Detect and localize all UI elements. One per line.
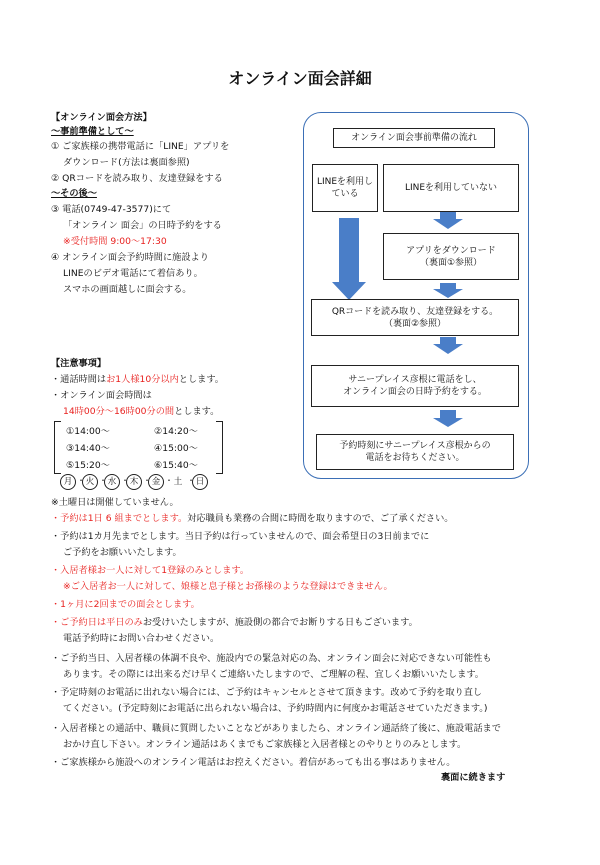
- note-monthly-limit: ・1ヶ月に2回までの面会とします。: [51, 599, 200, 610]
- step3-line2: 「オンライン 面会」の日時予約をする: [63, 220, 222, 231]
- step4-line2: LINEのビデオ電話にて着信あり。: [63, 268, 203, 279]
- flow-download: アプリをダウンロード （裏面①参照）: [383, 233, 519, 280]
- flow-qr: QRコードを読み取り、友達登録をする。 （裏面②参照）: [311, 299, 519, 336]
- weekday-row: 月 ・ 火 ・ 水 ・ 木 ・ 金 ・ 土 ・ 日: [60, 474, 208, 490]
- slots-bracket-left: [54, 421, 61, 474]
- flow-wait: 予約時刻にサニープレイス彦根からの 電話をお待ちください。: [316, 434, 514, 470]
- after-heading: ～その後～: [51, 188, 97, 199]
- slots-bracket-right: [216, 421, 223, 474]
- note-one-registration: ・入居者様お一人に対して1登録のみとします。: [51, 565, 250, 576]
- note-month-ahead: ・予約は1カ月先までとします。当日予約は行っていませんので、面会希望日の3日前までに: [51, 531, 430, 542]
- note-no-incoming: ・ご家族様から施設へのオンライン電話はお控えください。着信があっても出る事はありません。: [51, 757, 456, 768]
- day-fri: 金: [148, 474, 164, 490]
- flow-no-line: LINEを利用していない: [383, 164, 519, 212]
- note-questions-2: おかけ直し下さい。オンライン通話はあくまでもご家族様と入居者様とのやりとりのみとします。: [63, 739, 467, 750]
- note-weekdays-only-2: 電話予約時にお問い合わせください。: [63, 633, 220, 644]
- prep-heading: ～事前準備として～: [51, 126, 134, 137]
- page-title: オンライン面会詳細: [228, 69, 372, 88]
- note-missed-call: ・予定時刻のお電話に出れない場合には、ご予約はキャンセルとさせて頂きます。改めて予約を取り直し: [51, 687, 483, 698]
- arrow-to-download: [433, 212, 463, 229]
- reception-hours: ※受付時間 9:00～17:30: [63, 236, 167, 247]
- note-one-registration-2: ※ご入居者お一人に対して、娘様と息子様とお孫様のような登録はできません。: [63, 581, 393, 592]
- note-missed-call-2: てください。(予定時刻にお電話に出られない場合は、予約時間内に何度かお電話させていただきます。): [63, 703, 488, 714]
- step3-line1: ③ 電話(0749-47-3577)にて: [51, 204, 172, 215]
- note-month-ahead-2: ご予約をお願いいたします。: [63, 547, 182, 558]
- notes-heading: 【注意事項】: [51, 358, 107, 369]
- day-sat: 土: [173, 477, 183, 487]
- flow-uses-line: LINEを利用している: [312, 164, 378, 212]
- slot-4: ④15:00～: [154, 443, 198, 454]
- arrow-to-call: [433, 337, 463, 354]
- note-cancel-possibility-2: あります。その際には出来るだけ早くご連絡いたしますので、ご理解の程、宜しくお願いいたします。: [63, 669, 484, 680]
- arrow-to-wait: [433, 410, 463, 427]
- step4-line1: ④ オンライン面会予約時間に施設より: [51, 252, 209, 263]
- note-visit-window: 14時00分～16時00分の間とします。: [63, 406, 220, 417]
- step4-line3: スマホの画面越しに面会する。: [63, 284, 192, 295]
- flow-header: オンライン面会事前準備の流れ: [333, 128, 495, 148]
- slot-5: ⑤15:20～: [66, 460, 110, 471]
- step2: ② QRコードを読み取り、友達登録をする: [51, 173, 223, 184]
- note-saturday: ※土曜日は開催していません。: [51, 497, 179, 508]
- step1-line1: ① ご家族様の携帯電話に「LINE」アプリを: [51, 141, 230, 152]
- arrow-to-qr: [433, 283, 463, 298]
- arrow-skip-to-qr: [332, 218, 366, 300]
- note-visit-time: ・オンライン面会時間は: [51, 390, 152, 401]
- method-heading: 【オンライン面会方法】: [51, 112, 152, 123]
- day-thu: 木: [126, 474, 142, 490]
- slot-6: ⑥15:40～: [154, 460, 198, 471]
- note-daily-limit: ・予約は1日 6 組までとします。対応職員も業務の合間に時間を取りますので、ご了承ください。: [51, 513, 454, 524]
- slot-3: ③14:40～: [66, 443, 110, 454]
- day-wed: 水: [104, 474, 120, 490]
- continue-note: 裏面に続きます: [441, 772, 506, 783]
- slot-1: ①14:00～: [66, 426, 110, 437]
- day-sun: 日: [192, 474, 208, 490]
- day-mon: 月: [60, 474, 76, 490]
- step1-line2: ダウンロード(方法は裏面参照): [63, 157, 190, 168]
- note-weekdays-only: ・ご予約日は平日のみお受けいたしますが、施設側の都合でお断りする日もございます。: [51, 617, 418, 628]
- slot-2: ②14:20～: [154, 426, 198, 437]
- day-tue: 火: [82, 474, 98, 490]
- note-questions: ・入居者様との通話中、職員に質問したいことなどがありましたら、オンライン通話終了後に、施設電話まで: [51, 723, 501, 734]
- flow-call: サニープレイス彦根に電話をし、 オンライン面会の日時予約をする。: [311, 365, 519, 407]
- note-cancel-possibility: ・ご予約当日、入居者様の体調不良や、施設内での緊急対応の為、オンライン面会に対応できない可能性も: [51, 653, 492, 664]
- note-call-time: ・通話時間はお1人様10分以内とします。: [51, 374, 224, 385]
